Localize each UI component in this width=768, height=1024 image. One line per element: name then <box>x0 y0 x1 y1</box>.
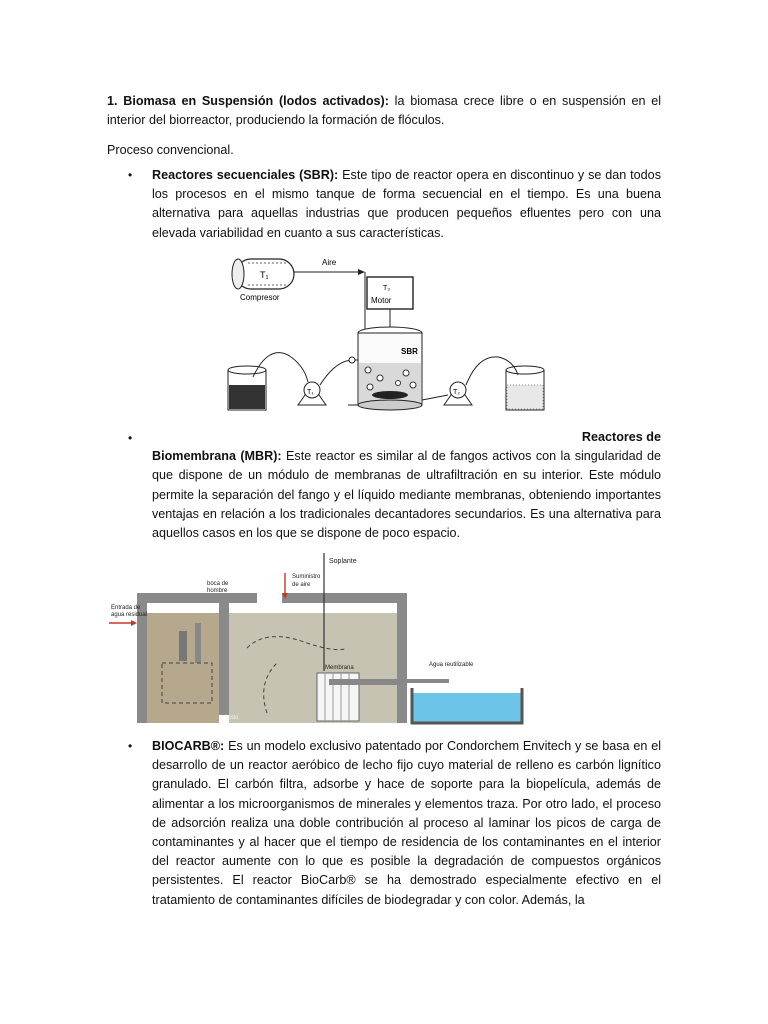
pump-2-label: T₂ <box>453 389 460 396</box>
sbr-tank-label: SBR <box>401 347 418 356</box>
subtitle: Proceso convencional. <box>107 143 234 157</box>
section-1-text: la biomasa crece libre o en suspensión en el interior del biorreactor, produciendo la formación de flóculos. <box>107 94 661 128</box>
reuse-water-tank <box>407 683 527 723</box>
section-1-paragraph <box>107 92 661 130</box>
air-label: Aire <box>322 258 337 267</box>
mbr-heading-start: Reactores de <box>581 430 661 444</box>
sbr-heading: Reactores secuenciales (SBR): <box>152 168 339 182</box>
motor-label: Motor <box>371 296 392 305</box>
bullet-biocarb: • <box>128 739 133 753</box>
biocarb-paragraph <box>152 737 661 910</box>
section-1-heading: 1. Biomasa en Suspensión (lodos activados): <box>107 94 389 108</box>
concrete-structure <box>137 593 407 723</box>
compressor-tank <box>232 259 294 289</box>
compressor-tank-label: T₁ <box>260 270 269 280</box>
effluent-tank <box>506 366 544 410</box>
sbr-tank <box>358 327 422 410</box>
sbr-diagram <box>208 245 560 423</box>
biocarb-text: Es un modelo exclusivo patentado por Condorchem Envitech y se basa en el desarrollo de un reactor aeróbico de lecho fijo cuyo material de relleno es carbón lignítico granulado. El carbón filtra, adsorbe y hace de soporte para la biopelícula, además de alimentar a los microorganismos de minerales y elementos traza. Por otro lado, el proceso de adsorción realiza una doble contribución al proceso al laminar los picos de carga de contaminantes y al hacer que el tiempo de residencia de los contaminantes en el interior del reactor aumente con lo que es posible la degradación de compuestos orgánicos persistentes. El reactor BioCarb® se ha demostrado especialmente efectivo en el tratamiento de contaminantes difíciles de biodegradar y con color. Además, la <box>152 739 661 907</box>
bullet-sbr: • <box>128 168 133 182</box>
pump-1-label: T₁ <box>307 389 314 396</box>
motor-t-label: T₃ <box>383 285 391 292</box>
entrada-label-1: Entrada de <box>111 605 141 611</box>
sbr-paragraph <box>152 166 661 243</box>
mbr-diagram <box>107 553 537 728</box>
mbr-heading-end: Biomembrana (MBR): <box>152 449 282 464</box>
lodo-label: Lodo <box>225 715 239 721</box>
sbr-text: Este tipo de reactor opera en discontinuo y se dan todos los procesos en el mismo tanque de forma secuencial en el tiempo. Es una buena alternativa para aquellas industrias que producen pequeños efluentes pero con una elevada variabilidad en cuanto a sus características. <box>152 168 661 240</box>
biocarb-heading: BIOCARB®: <box>152 739 225 753</box>
boca-label-1: boca de <box>207 581 229 587</box>
compressor-label: Compresor <box>240 293 280 302</box>
suministro-label-2: de aire <box>292 582 311 588</box>
mbr-paragraph <box>152 428 661 543</box>
membrana-label: Membrana <box>325 665 354 671</box>
influent-tank <box>228 366 266 410</box>
mbr-text: Este reactor es similar al de fangos activos con la singularidad de que dispone de un módulo de membranas de ultrafiltración en su interior. Este módulo permite la separación del fango y el líquido mediante membranas, obteniendo importantes ventajas en relación a los tradicionales decantadores secundarios. Es una alternativa para aquellos casos en los que se dispone de poco espacio. <box>152 449 661 541</box>
boca-label-2: hombre <box>207 588 228 594</box>
agua-label: Agua reutilizable <box>429 662 474 668</box>
suministro-label-1: Suministro <box>292 574 321 580</box>
soplante-label: Soplante <box>329 558 357 565</box>
bullet-mbr: • <box>128 431 133 445</box>
entrada-label-2: agua residual <box>111 612 148 618</box>
